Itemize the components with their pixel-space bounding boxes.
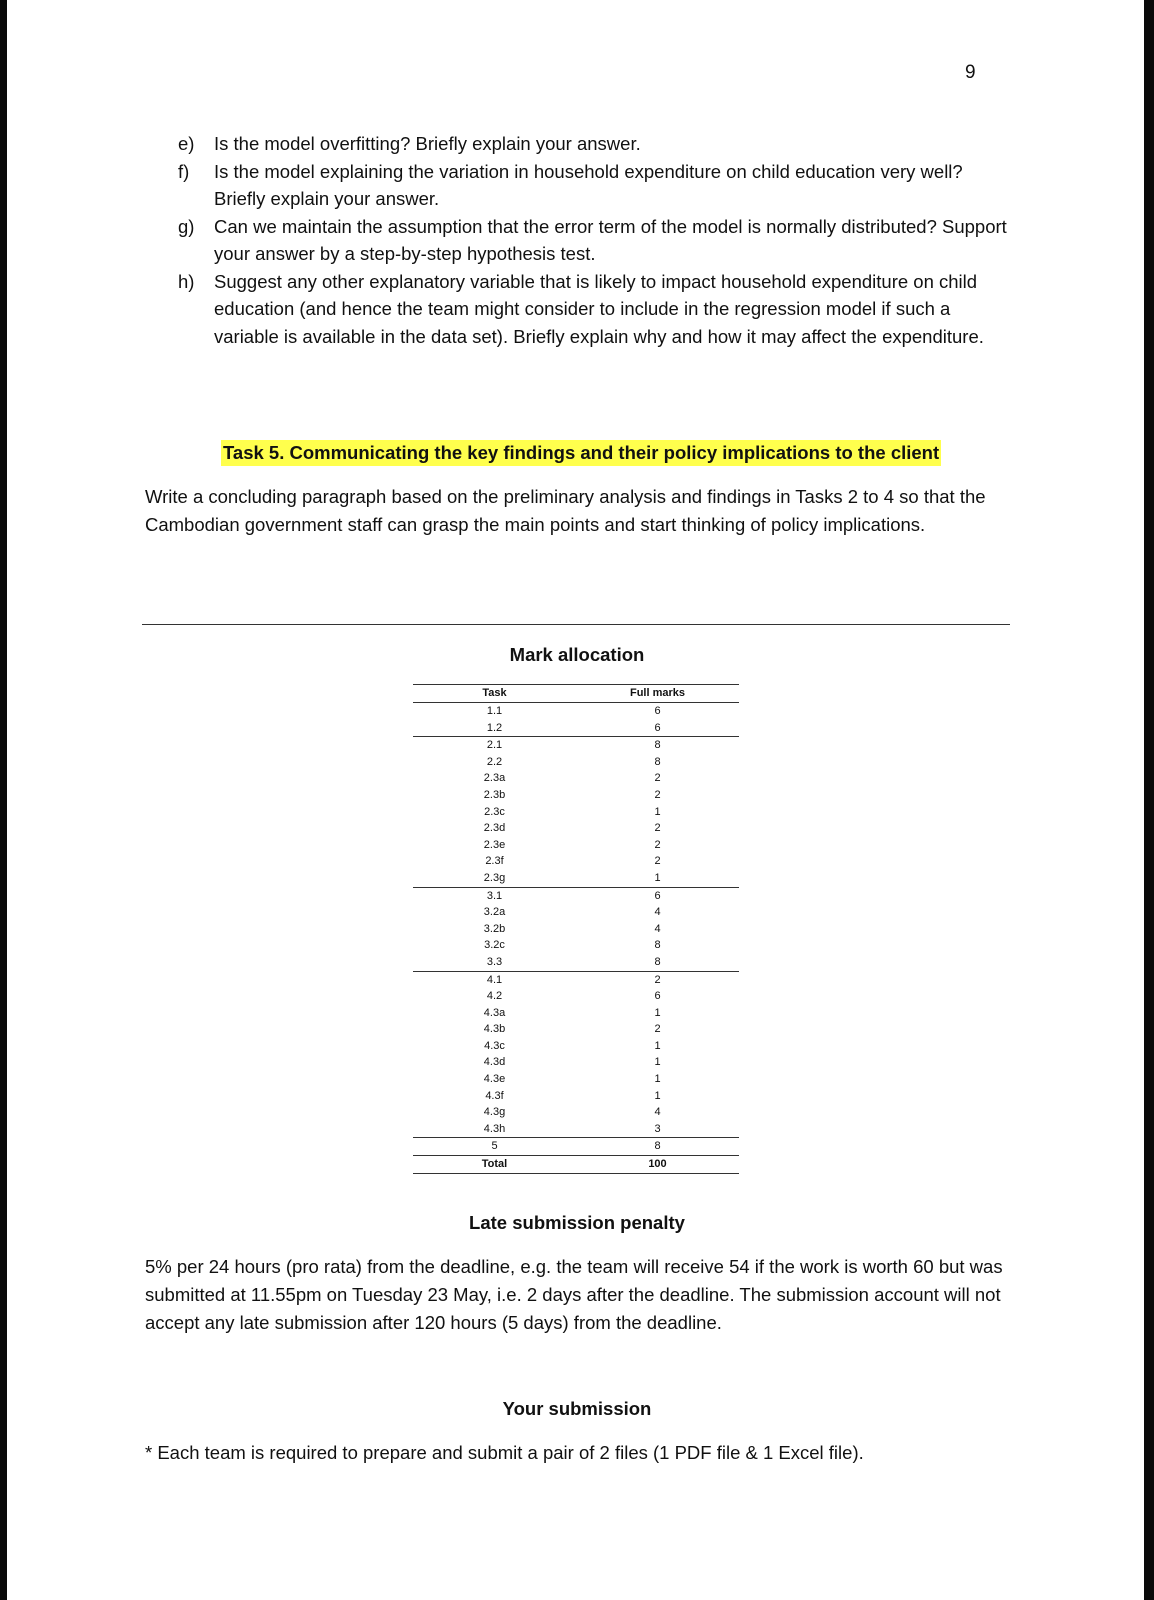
table-row (413, 904, 739, 921)
task-cell: 4.3c (484, 1039, 505, 1052)
table-row (413, 720, 739, 737)
task-cell: 4.3h (483, 1122, 506, 1135)
table-row (413, 1088, 739, 1105)
marks-cell: 8 (576, 1138, 739, 1156)
table-row (413, 703, 739, 720)
table-header-row (413, 685, 739, 703)
task-cell: 3.2b (483, 922, 506, 935)
table-row (413, 837, 739, 854)
marks-cell: 2 (654, 838, 661, 851)
table-row (413, 820, 739, 837)
task-cell: 2.3b (483, 788, 506, 801)
task-cell: 4.3g (483, 1106, 506, 1119)
marks-cell: 2 (654, 788, 661, 801)
marks-cell: 1 (654, 1056, 661, 1069)
question-item (178, 158, 1018, 213)
task-cell: 2.1 (413, 737, 576, 754)
question-text: Suggest any other explanatory variable that is likely to impact household expenditure on child education (and hence the team might consider to include in the regression model if such a variable is available in the data set). Briefly explain why and how it may affect the expenditure. (214, 270, 984, 347)
task-cell: 4.3b (483, 1023, 506, 1036)
mark-allocation-table (413, 684, 739, 1174)
marks-cell: 8 (654, 955, 661, 968)
table-row (413, 853, 739, 870)
question-letter: e) (178, 133, 195, 154)
table-row (413, 1104, 739, 1121)
table-row (413, 1071, 739, 1088)
question-item (178, 213, 1018, 268)
task-cell: 3.3 (486, 955, 503, 968)
marks-cell: 6 (576, 887, 739, 904)
late-penalty-body: 5% per 24 hours (pro rata) from the deadline, e.g. the team will receive 54 if the work is worth 60 but was submitted at 11.55pm on Tuesday 23 May, i.e. 2 days after the deadline. The submission account will not accept any late submission after 120 hours (5 days) from the deadline. (145, 1256, 1003, 1333)
marks-cell: 6 (654, 990, 661, 1003)
marks-cell: 4 (654, 1106, 661, 1119)
table-row (413, 754, 739, 771)
table-row (413, 887, 739, 904)
table-row (413, 770, 739, 787)
task-column-header: Task (413, 685, 576, 703)
table-row (413, 870, 739, 887)
table-row (413, 971, 739, 988)
question-text: Is the model explaining the variation in household expenditure on child education very well? Briefly explain your answer. (214, 160, 963, 209)
task-cell: 5 (413, 1138, 576, 1156)
late-penalty-title: Late submission penalty (469, 1212, 685, 1233)
total-marks: 100 (576, 1156, 739, 1174)
marks-cell: 1 (654, 805, 661, 818)
question-list (178, 130, 1018, 350)
section-divider (142, 624, 1010, 625)
marks-cell: 6 (654, 721, 661, 734)
question-letter: g) (178, 215, 195, 237)
task-cell: 3.1 (413, 887, 576, 904)
marks-cell: 4 (654, 922, 661, 935)
task-cell: 1.2 (486, 721, 503, 734)
table-row (413, 937, 739, 954)
task-cell: 4.3a (483, 1006, 506, 1019)
mark-allocation-title: Mark allocation (509, 644, 645, 665)
marks-cell: 2 (576, 971, 739, 988)
marks-column-header: Full marks (576, 685, 739, 703)
marks-cell: 1 (654, 1006, 661, 1019)
marks-cell: 2 (654, 822, 661, 835)
task-cell: 4.3f (485, 1089, 504, 1102)
task5-body: Write a concluding paragraph based on the preliminary analysis and findings in Tasks 2 to 4 so that the Cambodian government staff can grasp the main points and start thinking of policy implications. (145, 486, 986, 535)
marks-cell: 3 (654, 1122, 661, 1135)
task-cell: 2.3d (483, 822, 506, 835)
table-row (413, 954, 739, 971)
total-label: Total (413, 1156, 576, 1174)
total-row (413, 1156, 739, 1174)
table-row (413, 737, 739, 754)
task-cell: 4.2 (486, 990, 503, 1003)
marks-cell: 1 (654, 1073, 661, 1086)
task-cell: 2.2 (486, 755, 503, 768)
marks-cell: 1 (654, 871, 661, 884)
marks-cell: 1 (654, 1089, 661, 1102)
table-row (413, 787, 739, 804)
task-cell: 2.3a (483, 772, 506, 785)
mark-allocation-rows (413, 703, 739, 1174)
marks-cell: 2 (654, 1023, 661, 1036)
marks-cell: 2 (654, 772, 661, 785)
marks-cell: 4 (654, 906, 661, 919)
table-row (413, 804, 739, 821)
task-cell: 2.3c (484, 805, 505, 818)
table-row (413, 1054, 739, 1071)
task-cell: 4.3d (483, 1056, 506, 1069)
task5-heading: Task 5. Communicating the key findings and their policy implications to the client (221, 440, 941, 466)
table-row (413, 1121, 739, 1138)
submission-body: * Each team is required to prepare and submit a pair of 2 files (1 PDF file & 1 Excel file). (145, 1442, 864, 1463)
table-row (413, 1005, 739, 1022)
question-letter: h) (178, 270, 195, 292)
question-text: Can we maintain the assumption that the error term of the model is normally distributed? Support your answer by a step-by-step hypothesis test. (214, 215, 1007, 264)
task-cell: 1.1 (486, 705, 503, 717)
question-letter: f) (178, 160, 190, 182)
page-number: 9 (965, 62, 976, 83)
marks-cell: 8 (654, 939, 661, 952)
task-cell: 2.3e (483, 838, 506, 851)
marks-cell: 1 (654, 1039, 661, 1052)
question-text: Is the model overfitting? Briefly explain your answer. (214, 133, 641, 154)
task-cell: 2.3f (485, 855, 504, 868)
table-row (413, 1038, 739, 1055)
marks-cell: 2 (654, 855, 661, 868)
table-row (413, 988, 739, 1005)
task-cell: 3.2a (483, 906, 506, 919)
marks-cell: 8 (654, 755, 661, 768)
task-cell: 4.3e (483, 1073, 506, 1086)
question-item (178, 268, 1018, 351)
table-row (413, 1138, 739, 1156)
task-cell: 3.2c (484, 939, 505, 952)
marks-cell: 6 (654, 705, 661, 717)
marks-cell: 8 (576, 737, 739, 754)
question-item (178, 130, 1018, 158)
table-row (413, 1021, 739, 1038)
task-cell: 4.1 (413, 971, 576, 988)
submission-title: Your submission (502, 1398, 652, 1419)
table-row (413, 921, 739, 938)
task-cell: 2.3g (483, 871, 506, 884)
